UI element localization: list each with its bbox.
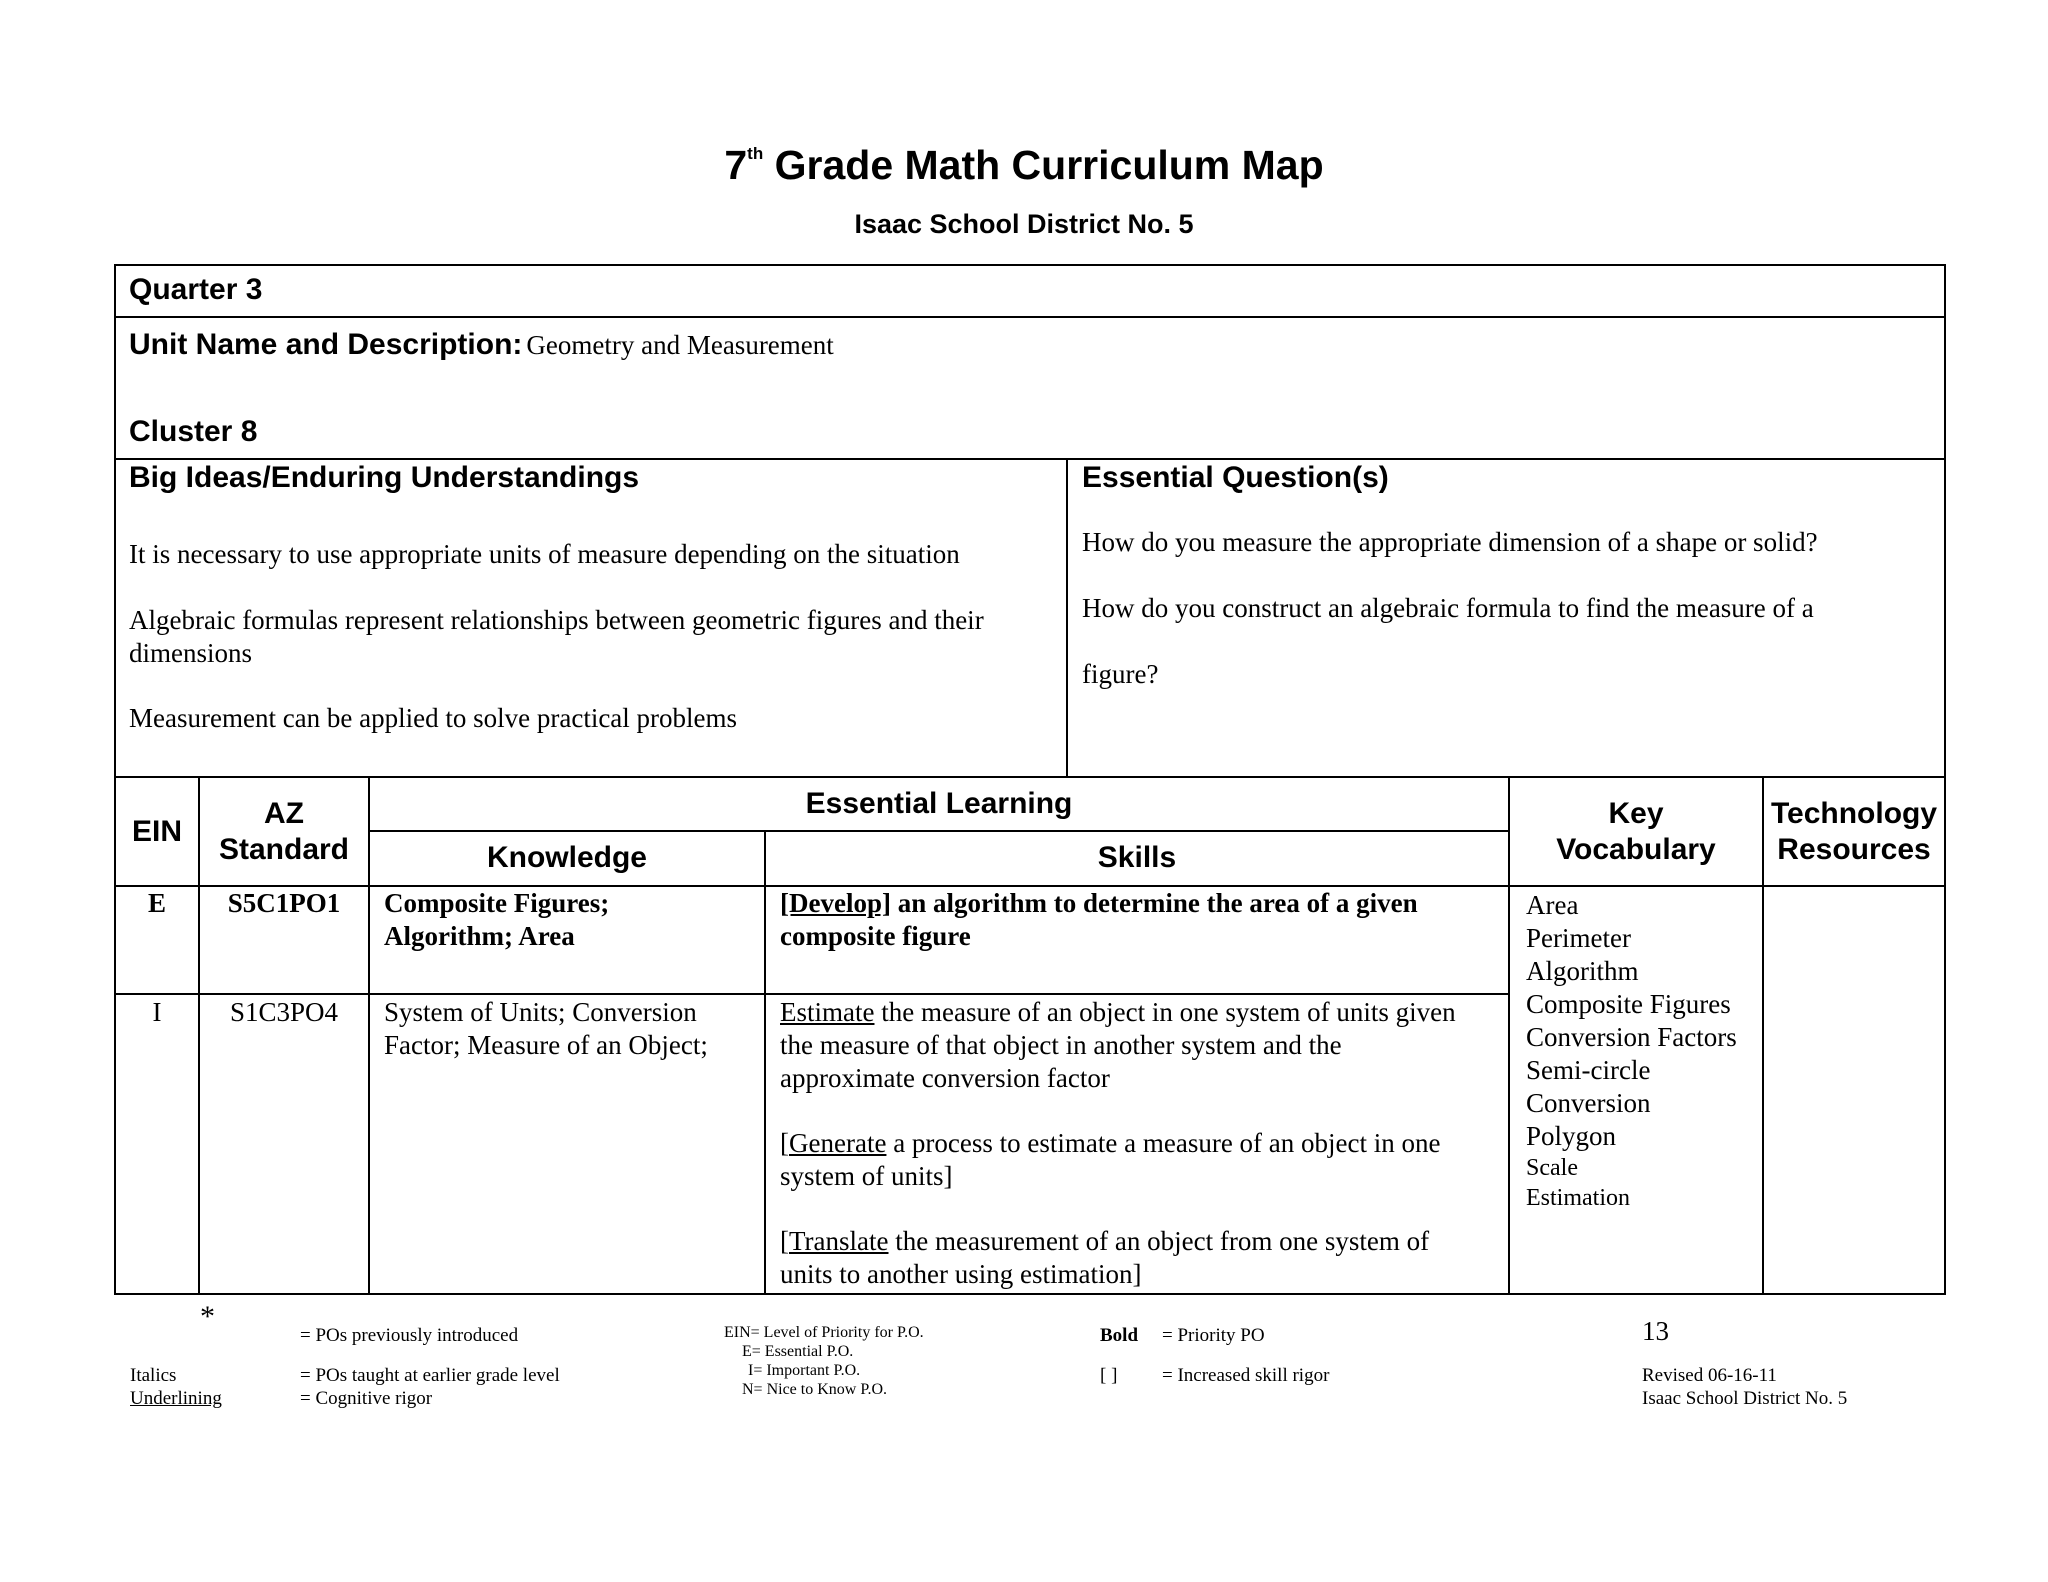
essential-question-item: How do you construct an algebraic formula to find the measure of a bbox=[1082, 593, 1814, 623]
row2-ein: I bbox=[152, 997, 162, 1027]
key-vocabulary-list bbox=[1526, 889, 1760, 1213]
unit-row bbox=[129, 327, 834, 363]
essential-questions-heading: Essential Question(s) bbox=[1082, 461, 1389, 494]
footer-asterisk-desc: = POs previously introduced bbox=[300, 1325, 519, 1346]
big-idea-item: It is necessary to use appropriate units of measure depending on the situation bbox=[129, 539, 960, 569]
page-number: 13 bbox=[1642, 1316, 1669, 1346]
header-skills: Skills bbox=[1097, 841, 1177, 874]
vocab-item: Conversion Factors bbox=[1526, 1022, 1737, 1052]
footer-district: Isaac School District No. 5 bbox=[1642, 1388, 1848, 1409]
box-top-line bbox=[114, 264, 1946, 266]
footer-underlining-label: Underlining bbox=[130, 1388, 222, 1409]
ideas-divider bbox=[114, 776, 1946, 778]
header-technology-resources: Technology Resources bbox=[1770, 797, 1938, 866]
box-bottom-line bbox=[114, 1293, 1946, 1295]
vocab-item: Semi-circle bbox=[1526, 1055, 1651, 1085]
vocab-item: Algorithm bbox=[1526, 956, 1639, 986]
footer-bold-label: Bold bbox=[1100, 1325, 1139, 1346]
vocab-item: Estimation bbox=[1526, 1185, 1630, 1211]
unit-value: Geometry and Measurement bbox=[526, 330, 834, 360]
page-subtitle: Isaac School District No. 5 bbox=[854, 209, 1194, 239]
vocab-item: Area bbox=[1526, 890, 1579, 920]
essential-question-item: How do you measure the appropriate dimension of a shape or solid? bbox=[1082, 527, 1818, 557]
quarter-divider bbox=[114, 316, 1946, 318]
essential-learning-divider bbox=[370, 830, 1508, 832]
cluster-label: Cluster 8 bbox=[129, 415, 258, 448]
header-ein: EIN bbox=[131, 815, 182, 848]
header-essential-learning: Essential Learning bbox=[805, 787, 1073, 820]
quarter-label: Quarter 3 bbox=[129, 273, 263, 306]
row2-skills: Estimate the measure of an object in one system of units given the measure of that object in another system and the approximate conversion factor [Generate a process to estimate a measure of an object in one system of units] [Translate the measurement of an object from one system of units to another using estimation] bbox=[780, 997, 1456, 1289]
vocab-item: Scale bbox=[1526, 1155, 1578, 1181]
col-knowledge-divider bbox=[764, 830, 766, 1295]
row2-standard: S1C3PO4 bbox=[229, 997, 339, 1027]
footer-bold-desc: = Priority PO bbox=[1162, 1325, 1265, 1346]
vocab-item: Composite Figures bbox=[1526, 989, 1731, 1019]
unit-label: Unit Name and Description: bbox=[129, 328, 523, 361]
big-idea-item: Algebraic formulas represent relationships between geometric figures and their dimensions bbox=[129, 605, 984, 668]
footer-italics-desc: = POs taught at earlier grade level bbox=[300, 1365, 560, 1386]
footer-revised: Revised 06-16-11 bbox=[1642, 1365, 1777, 1386]
row1-knowledge: Composite Figures; Algorithm; Area bbox=[384, 888, 610, 951]
page-title: 7th Grade Math Curriculum Map bbox=[724, 142, 1324, 188]
footer-brackets-label: [ ] bbox=[1100, 1365, 1118, 1386]
row2-knowledge: System of Units; Conversion Factor; Measure of an Object; bbox=[384, 997, 708, 1060]
essential-question-item: figure? bbox=[1082, 659, 1159, 689]
box-left-line bbox=[114, 264, 116, 1295]
footer-italics-label: Italics bbox=[130, 1365, 177, 1386]
big-ideas-heading: Big Ideas/Enduring Understandings bbox=[129, 461, 640, 494]
footer-asterisk: * bbox=[200, 1300, 215, 1333]
header-knowledge: Knowledge bbox=[486, 841, 647, 874]
footer-brackets-desc: = Increased skill rigor bbox=[1162, 1365, 1330, 1386]
header-key-vocabulary: Key Vocabulary bbox=[1556, 797, 1716, 866]
title-superscript: th bbox=[747, 144, 764, 163]
header-az-standard: AZ Standard bbox=[218, 797, 350, 866]
vocab-item: Perimeter bbox=[1526, 923, 1631, 953]
row1-standard: S5C1PO1 bbox=[227, 888, 341, 918]
vocab-item: Conversion bbox=[1526, 1088, 1651, 1118]
vocab-item: Polygon bbox=[1526, 1121, 1617, 1151]
row1-skills: [Develop] an algorithm to determine the area of a given composite figure bbox=[780, 888, 1418, 951]
box-right-line bbox=[1944, 264, 1946, 1295]
footer-ein-legend: EIN= Level of Priority for P.O. E= Essential P.O. I= Important P.O. N= Nice to Know P.O. bbox=[724, 1324, 924, 1398]
row-divider bbox=[114, 993, 1508, 995]
footer-underlining-desc: = Cognitive rigor bbox=[300, 1388, 433, 1409]
big-idea-item: Measurement can be applied to solve practical problems bbox=[129, 703, 738, 733]
row1-ein: E bbox=[147, 888, 166, 918]
ideas-questions-divider bbox=[1066, 458, 1068, 778]
